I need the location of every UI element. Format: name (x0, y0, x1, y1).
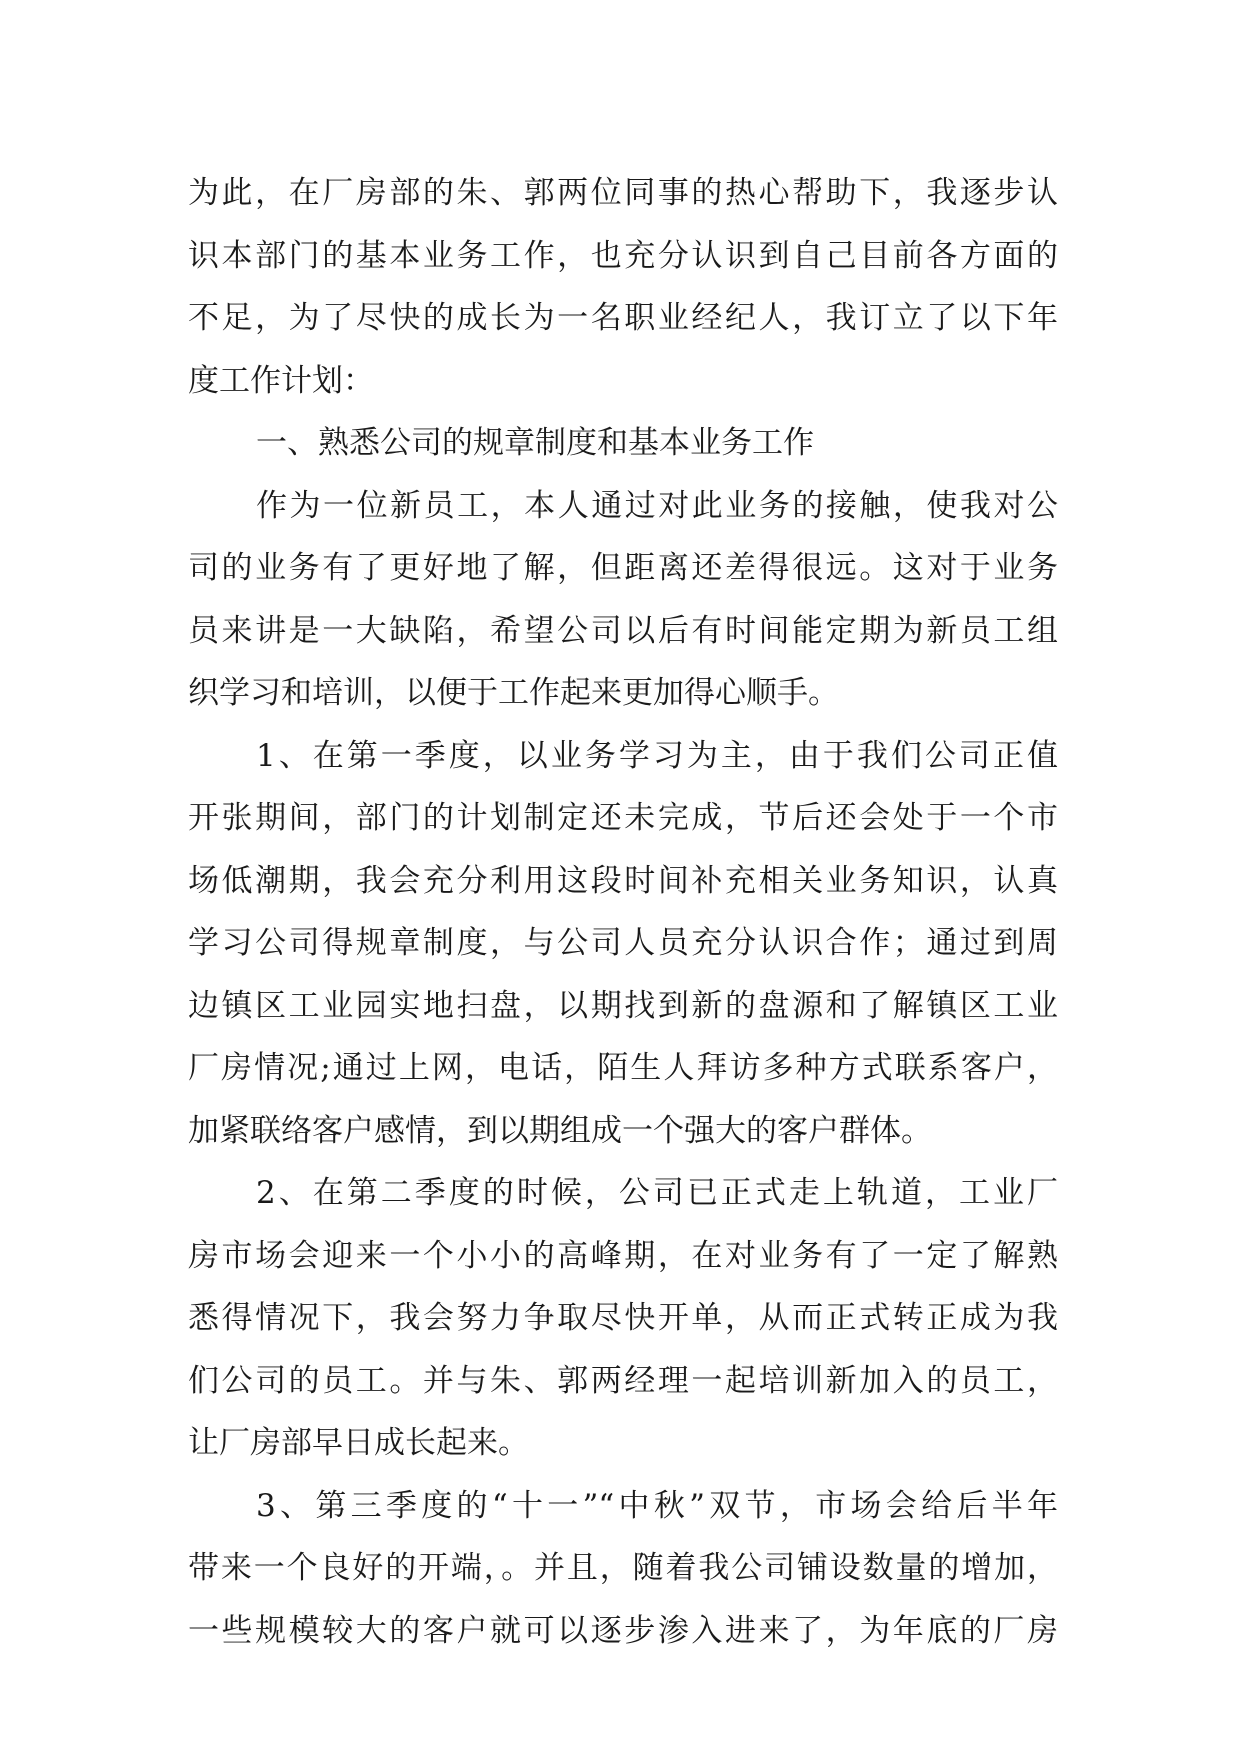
text-line: 加紧联络客户感情，到以期组成一个强大的客户群体。 (188, 1112, 932, 1149)
text-line: 员来讲是一大缺陷，希望公司以后有时间能定期为新员工组 (188, 612, 1058, 649)
text-line: 司的业务有了更好地了解，但距离还差得很远。这对于业务 (188, 550, 1058, 586)
text-line: 不足，为了尽快的成长为一名职业经纪人，我订立了以下年 (188, 300, 1058, 336)
text-line: 们公司的员工。并与朱、郭两经理一起培训新加入的员工， (188, 1362, 1058, 1399)
text-line: 为此，在厂房部的朱、郭两位同事的热心帮助下，我逐步认 (188, 175, 1058, 211)
text-line: 2、在第二季度的时候，公司已正式走上轨道，工业厂 (256, 1175, 1058, 1211)
text-line: 开张期间，部门的计划制定还未完成，节后还会处于一个市 (188, 800, 1058, 836)
text-line: 识本部门的基本业务工作，也充分认识到自己目前各方面的 (188, 237, 1058, 274)
body-text (188, 162, 1058, 1662)
text-line: 让厂房部早日成长起来。 (188, 1425, 529, 1461)
text-line: 厂房情况;通过上网，电话，陌生人拜访多种方式联系客户， (188, 1050, 1058, 1086)
text-line: 织学习和培训，以便于工作起来更加得心顺手。 (188, 675, 839, 711)
text-line: 一些规模较大的客户就可以逐步渗入进来了，为年底的厂房 (188, 1612, 1058, 1649)
text-line: 作为一位新员工，本人通过对此业务的接触，使我对公 (256, 487, 1058, 524)
section-heading: 一、熟悉公司的规章制度和基本业务工作 (256, 425, 814, 461)
text-line: 度工作计划： (188, 362, 374, 399)
text-line: 1、在第一季度，以业务学习为主，由于我们公司正值 (256, 737, 1058, 774)
text-line: 场低潮期，我会充分利用这段时间补充相关业务知识，认真 (188, 862, 1058, 899)
text-line: 边镇区工业园实地扫盘，以期找到新的盘源和了解镇区工业 (188, 987, 1058, 1024)
text-line: 3、第三季度的“十一”“中秋”双节，市场会给后半年 (256, 1487, 1058, 1524)
text-line: 悉得情况下，我会努力争取尽快开单，从而正式转正成为我 (188, 1300, 1058, 1336)
text-line: 学习公司得规章制度，与公司人员充分认识合作；通过到周 (188, 925, 1058, 961)
text-line: 带来一个良好的开端，。并且，随着我公司铺设数量的增加， (188, 1550, 1058, 1586)
text-line: 房市场会迎来一个小小的高峰期，在对业务有了一定了解熟 (188, 1237, 1058, 1274)
